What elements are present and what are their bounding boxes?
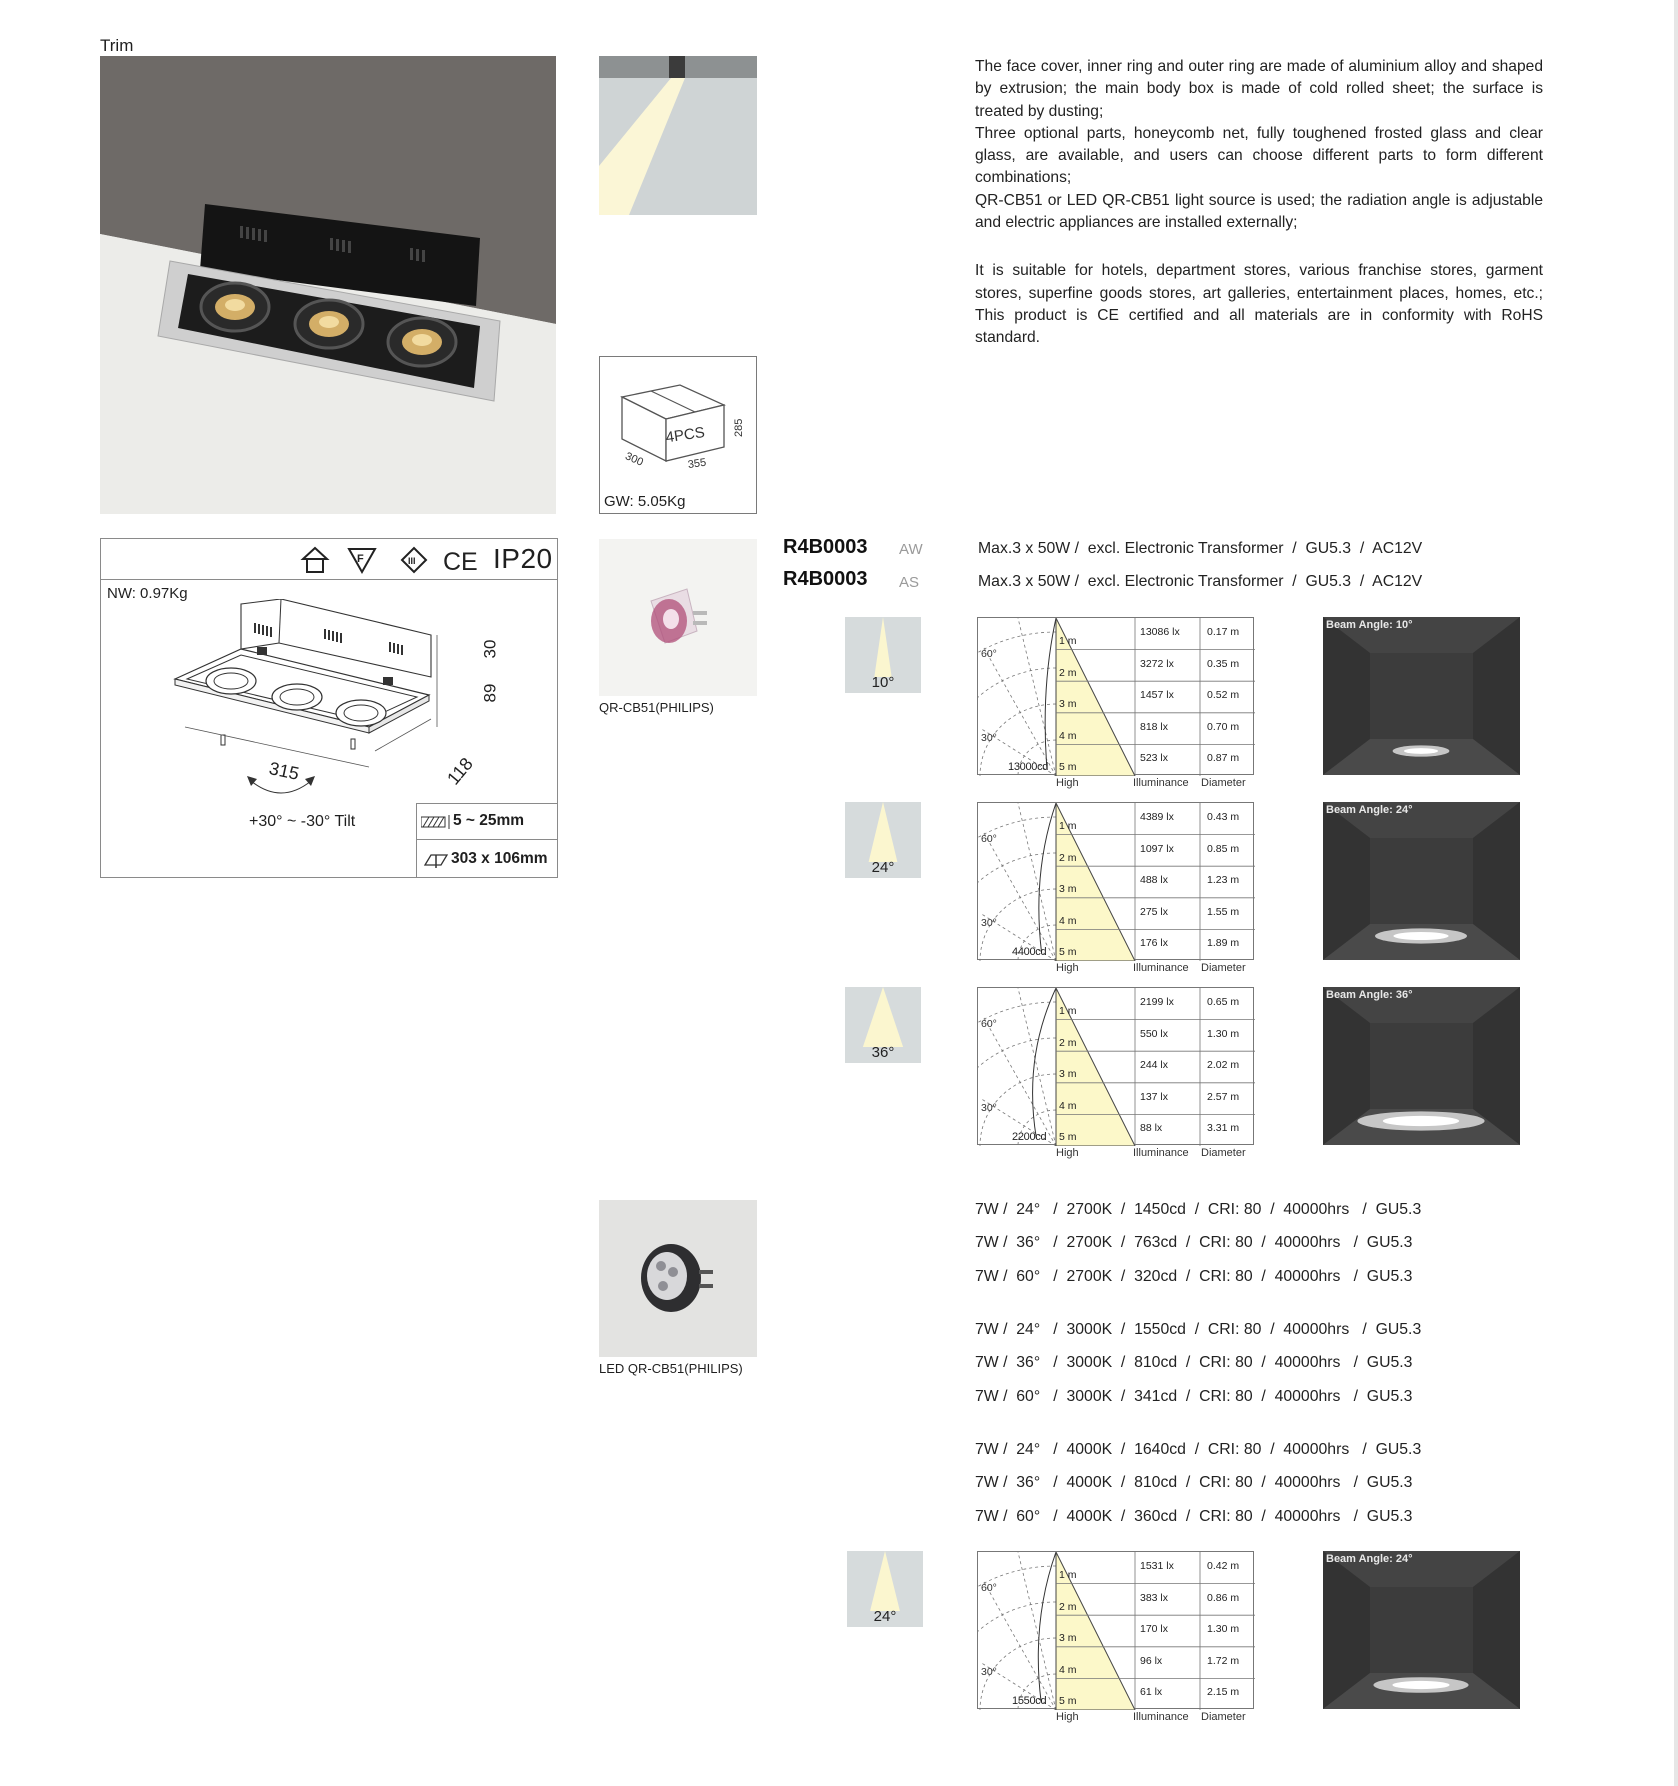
foot-diameter: Diameter [1201,962,1246,974]
beam-angle-label: 24° [871,859,895,876]
foot-diameter: Diameter [1201,1711,1246,1723]
diameter-cell: 0.85 m [1207,842,1240,855]
beam-angle-swatch [845,987,921,1063]
package-length: 355 [687,456,707,472]
diameter-cell: 0.52 m [1207,689,1240,702]
height-cell: 3 m [1059,883,1077,896]
photometric-chart [977,802,1254,960]
height-cell: 2 m [1059,1036,1077,1049]
illuminance-cell: 3272 lx [1140,657,1174,670]
recess-depth [416,803,557,839]
peak-candela: 4400cd [1012,946,1047,958]
diameter-cell: 2.02 m [1207,1059,1240,1072]
svg-text:F: F [357,553,364,565]
height-cell: 5 m [1059,1695,1077,1708]
package-width: 300 [623,450,645,469]
height-cell: 2 m [1059,851,1077,864]
product-photo [100,56,556,514]
diameter-cell: 0.43 m [1207,811,1240,823]
beam-angle-label: 36° [871,1044,895,1061]
model-code: R4B0003 [783,568,868,590]
polar-angle-30: 30° [981,732,997,744]
section-title: Trim [100,36,134,55]
illuminance-cell: 170 lx [1140,1623,1169,1636]
model-variant: AS [899,574,920,591]
peak-candela: 2200cd [1012,1131,1047,1143]
foot-illuminance: Illuminance [1133,1147,1189,1159]
illuminance-cell: 1457 lx [1140,689,1174,702]
recess-depth-value: 5 ~ 25mm [453,812,525,829]
diameter-cell: 1.55 m [1207,905,1240,918]
beam-angle-label: 10° [871,674,895,691]
illuminance-cell: 176 lx [1140,937,1169,950]
foot-diameter: Diameter [1201,1147,1246,1159]
foot-high: High [1056,1147,1079,1159]
height-cell: 4 m [1059,1663,1077,1676]
halogen-lamp-photo [599,539,757,696]
illuminance-cell: 2199 lx [1140,996,1174,1008]
beam-render-title: Beam Angle: 24° [1326,1553,1413,1565]
led-spec-line: 7W / 24° / 4000K / 1640cd / CRI: 80 / 40000hrs / GU5.3 [975,1441,1422,1458]
foot-illuminance: Illuminance [1133,777,1189,789]
height-cell: 1 m [1059,1005,1077,1017]
diameter-cell: 0.87 m [1207,752,1240,765]
package-box [599,356,757,514]
led-spec-line: 7W / 24° / 3000K / 1550cd / CRI: 80 / 40000hrs / GU5.3 [975,1321,1422,1338]
height-cell: 4 m [1059,1099,1077,1112]
height-cell: 5 m [1059,761,1077,774]
height-cell: 1 m [1059,1569,1077,1581]
class-iii-icon [402,548,426,572]
led-spec-line: 7W / 36° / 4000K / 810cd / CRI: 80 / 40000hrs / GU5.3 [975,1474,1413,1491]
diameter-cell: 1.30 m [1207,1027,1240,1040]
cut-out-size [416,839,557,877]
product-description [975,56,1543,350]
diameter-cell: 0.65 m [1207,996,1240,1008]
height-cell: 2 m [1059,1600,1077,1613]
model-code: R4B0003 [783,536,868,558]
illuminance-cell: 96 lx [1140,1654,1163,1667]
height-cell: 1 m [1059,820,1077,832]
model-variant: AW [899,541,923,558]
peak-candela: 13000cd [1008,761,1049,773]
spec-box [100,538,558,878]
beam-render [1323,802,1520,960]
led-spec-line: 7W / 60° / 4000K / 360cd / CRI: 80 / 40000hrs / GU5.3 [975,1508,1413,1525]
beam-render-title: Beam Angle: 24° [1326,804,1413,816]
photometric-chart [977,987,1254,1145]
diameter-cell: 1.89 m [1207,937,1240,950]
dim-height-body: 89 [480,683,500,703]
cut-out-icon [423,851,449,869]
illuminance-cell: 488 lx [1140,874,1169,887]
diameter-cell: 3.31 m [1207,1122,1240,1135]
foot-illuminance: Illuminance [1133,1711,1189,1723]
diameter-cell: 0.70 m [1207,720,1240,733]
package-qty: 4PCS [664,423,706,447]
beam-render [1323,987,1520,1145]
diameter-cell: 0.86 m [1207,1591,1240,1604]
dim-length: 315 [267,758,301,784]
page-edge-shadow [1674,0,1678,1786]
polar-angle-60: 60° [981,648,997,660]
beam-illustration [599,56,757,215]
beam-render-title: Beam Angle: 36° [1326,989,1413,1001]
gross-weight: GW: 5.05Kg [604,493,686,510]
ip-rating: IP20 [493,543,553,574]
illuminance-cell: 818 lx [1140,720,1169,733]
polar-angle-60: 60° [981,1018,997,1030]
diameter-cell: 1.23 m [1207,874,1240,887]
height-cell: 2 m [1059,666,1077,679]
cut-out-value: 303 x 106mm [451,850,548,867]
illuminance-cell: 88 lx [1140,1122,1163,1135]
svg-text:III: III [408,556,416,566]
dim-width: 118 [443,753,477,789]
illuminance-cell: 137 lx [1140,1090,1169,1103]
diameter-cell: 0.17 m [1207,626,1240,638]
photometric-chart [977,1551,1254,1709]
illuminance-cell: 550 lx [1140,1027,1169,1040]
polar-angle-30: 30° [981,917,997,929]
foot-high: High [1056,962,1079,974]
net-weight: NW: 0.97Kg [107,585,188,602]
polar-angle-30: 30° [981,1102,997,1114]
illuminance-cell: 275 lx [1140,905,1169,918]
diameter-cell: 1.30 m [1207,1623,1240,1636]
recess-depth-icon [421,814,453,830]
illuminance-cell: 1097 lx [1140,842,1174,855]
diameter-cell: 2.15 m [1207,1686,1240,1699]
dim-height-top: 30 [480,639,500,659]
ce-mark: CE [443,548,478,575]
certification-row [101,539,557,580]
beam-angle-label: 24° [873,1608,897,1625]
photometric-chart [977,617,1254,775]
illuminance-cell: 13086 lx [1140,626,1180,638]
led-spec-line: 7W / 36° / 3000K / 810cd / CRI: 80 / 40000hrs / GU5.3 [975,1354,1413,1371]
f-mark-icon [349,549,375,572]
led-spec-line: 7W / 36° / 2700K / 763cd / CRI: 80 / 40000hrs / GU5.3 [975,1234,1413,1251]
halogen-lamp-caption: QR-CB51(PHILIPS) [599,700,714,715]
diameter-cell: 0.42 m [1207,1560,1240,1572]
height-cell: 3 m [1059,698,1077,711]
beam-render [1323,617,1520,775]
beam-angle-swatch [845,617,921,693]
illuminance-cell: 61 lx [1140,1686,1163,1699]
height-cell: 3 m [1059,1068,1077,1081]
height-cell: 1 m [1059,635,1077,647]
diameter-cell: 0.35 m [1207,657,1240,670]
beam-angle-swatch [845,802,921,878]
peak-candela: 1550cd [1012,1695,1047,1707]
tilt-range: +30° ~ -30° Tilt [249,813,356,830]
polar-angle-30: 30° [981,1666,997,1678]
beam-render-title: Beam Angle: 10° [1326,619,1413,631]
description-paragraph: It is suitable for hotels, department stores, various franchise stores, garment stores, superfine goods stores, art galleries, entertainment places, homes, etc.; This product is CE certified and all materials are in conformity with RoHS standard. [975,262,1543,347]
led-spec-line: 7W / 60° / 3000K / 341cd / CRI: 80 / 40000hrs / GU5.3 [975,1388,1413,1405]
illuminance-cell: 1531 lx [1140,1560,1174,1572]
illuminance-cell: 523 lx [1140,752,1169,765]
led-spec-line: 7W / 24° / 2700K / 1450cd / CRI: 80 / 40000hrs / GU5.3 [975,1201,1422,1218]
led-spec-line: 7W / 60° / 2700K / 320cd / CRI: 80 / 40000hrs / GU5.3 [975,1268,1413,1285]
indoor-house-icon [303,548,327,572]
height-cell: 4 m [1059,729,1077,742]
package-height: 285 [733,418,745,437]
polar-angle-60: 60° [981,833,997,845]
dimension-drawing [161,599,501,819]
foot-illuminance: Illuminance [1133,962,1189,974]
height-cell: 3 m [1059,1632,1077,1645]
description-paragraph: Three optional parts, honeycomb net, fully toughened frosted glass and clear glass, are available, and users can choose different parts to form different combinations; [975,124,1543,187]
beam-render [1323,1551,1520,1709]
foot-high: High [1056,777,1079,789]
diameter-cell: 1.72 m [1207,1654,1240,1667]
polar-angle-60: 60° [981,1582,997,1594]
beam-angle-swatch [847,1551,923,1627]
diameter-cell: 2.57 m [1207,1090,1240,1103]
model-spec: Max.3 x 50W / excl. Electronic Transformer / GU5.3 / AC12V [978,540,1423,557]
height-cell: 5 m [1059,1131,1077,1144]
height-cell: 4 m [1059,914,1077,927]
foot-diameter: Diameter [1201,777,1246,789]
height-cell: 5 m [1059,946,1077,959]
illuminance-cell: 244 lx [1140,1059,1169,1072]
foot-high: High [1056,1711,1079,1723]
model-spec: Max.3 x 50W / excl. Electronic Transformer / GU5.3 / AC12V [978,573,1423,590]
led-lamp-caption: LED QR-CB51(PHILIPS) [599,1361,743,1376]
led-lamp-photo [599,1200,757,1357]
illuminance-cell: 4389 lx [1140,811,1174,823]
illuminance-cell: 383 lx [1140,1591,1169,1604]
description-paragraph: The face cover, inner ring and outer ring are made of aluminium alloy and shaped by extrusion; the main body box is made of cold rolled sheet; the surface is treated by dusting; [975,58,1543,120]
description-paragraph: QR-CB51 or LED QR-CB51 light source is used; the radiation angle is adjustable and electric appliances are installed externally; [975,191,1543,232]
